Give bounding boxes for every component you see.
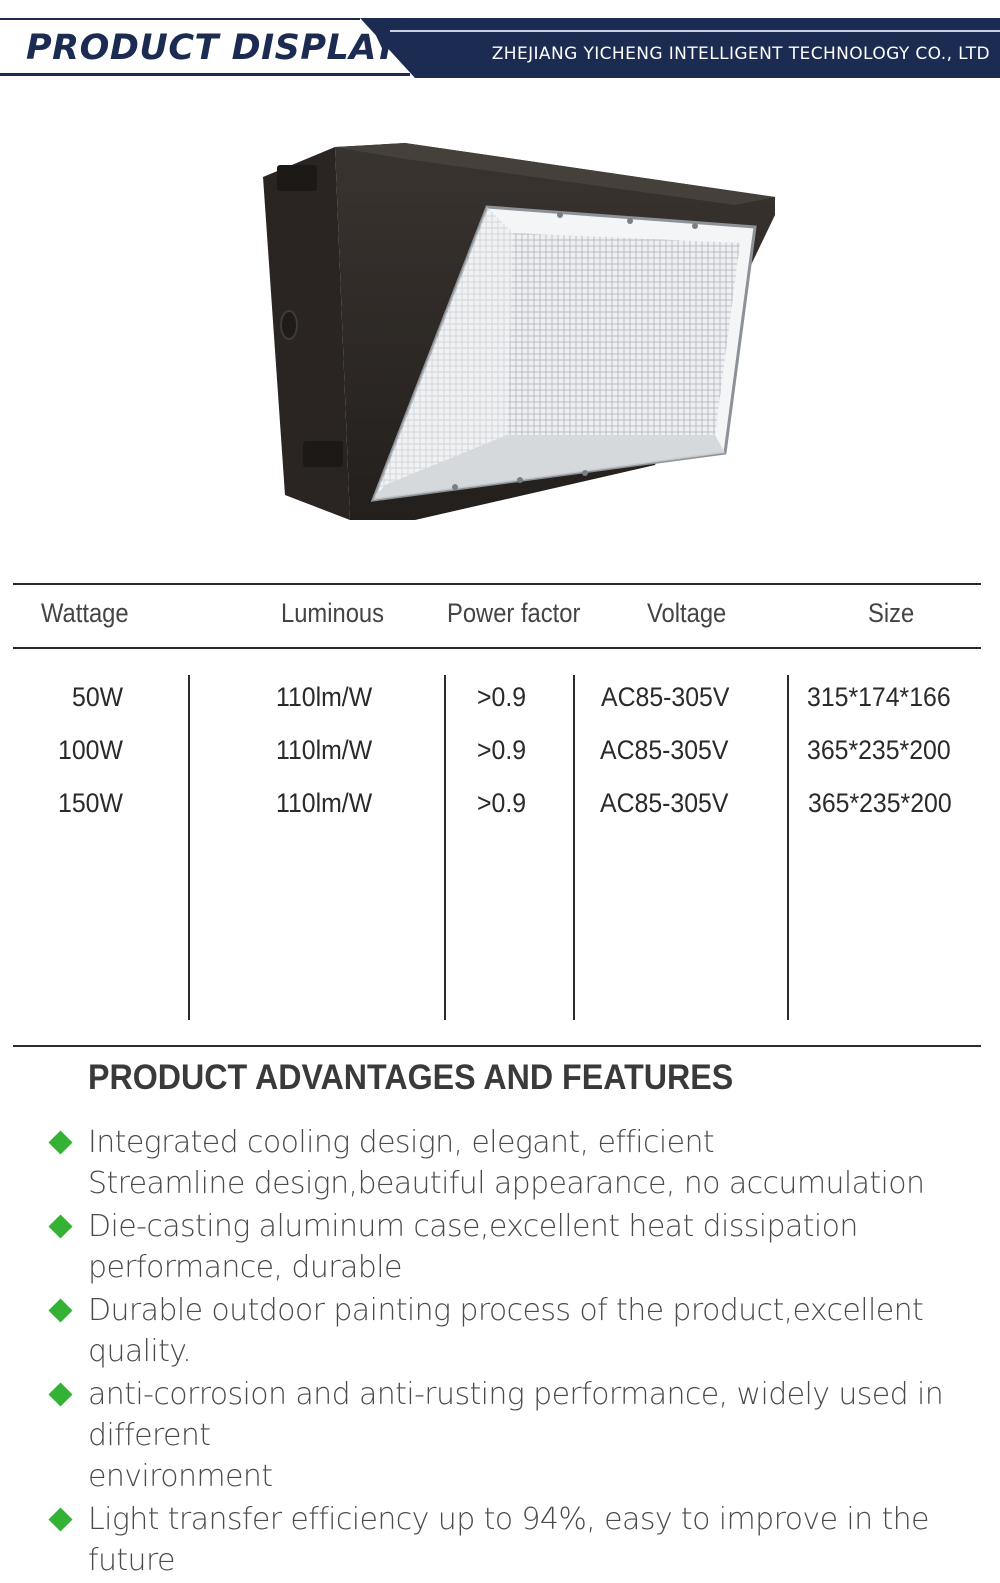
cell-size: 365*235*200 — [807, 735, 951, 765]
cell-voltage: AC85-305V — [600, 735, 729, 765]
column-divider — [787, 675, 789, 1020]
banner-decorative-line — [390, 30, 1000, 32]
feature-text: Integrated cooling design, elegant, efficient Streamline design,beautiful appearance, no accumulation — [88, 1125, 925, 1201]
feature-item — [0, 1499, 1000, 1581]
banner-top-line — [0, 18, 360, 20]
cell-power-factor: >0.9 — [477, 788, 527, 818]
cell-size: 365*235*200 — [808, 788, 952, 818]
cell-luminous: 110lm/W — [276, 735, 373, 765]
cell-wattage: 100W — [58, 735, 123, 765]
feature-text: Light transfer efficiency up to 94%, easy to improve in the future — [88, 1502, 929, 1578]
company-name: ZHEJIANG YICHENG INTELLIGENT TECHNOLOGY CO., LTD — [491, 44, 990, 64]
green-diamond-bullet-icon — [48, 1214, 72, 1238]
green-diamond-bullet-icon — [48, 1382, 72, 1406]
table-bottom-rule — [13, 1045, 981, 1047]
feature-text: anti-corrosion and anti-rusting performance, widely used in different environment — [88, 1377, 944, 1494]
feature-item — [0, 1206, 1000, 1288]
header-luminous: Luminous — [281, 598, 385, 628]
cell-luminous: 110lm/W — [276, 788, 373, 818]
cell-power-factor: >0.9 — [477, 682, 527, 712]
header-voltage: Voltage — [647, 598, 727, 628]
column-divider — [444, 675, 446, 1020]
product-image — [255, 135, 785, 530]
feature-item — [0, 1290, 1000, 1372]
table-header-rule — [13, 647, 981, 649]
header-wattage: Wattage — [41, 598, 129, 628]
cell-size: 315*174*166 — [807, 682, 951, 712]
header-size: Size — [868, 598, 915, 628]
feature-text: Durable outdoor painting process of the product,excellent quality. — [88, 1293, 924, 1369]
features-title: PRODUCT ADVANTAGES AND FEATURES — [88, 1058, 734, 1097]
column-divider — [188, 675, 190, 1020]
header-banner — [0, 0, 1000, 80]
cell-luminous: 110lm/W — [276, 682, 373, 712]
cell-voltage: AC85-305V — [600, 788, 729, 818]
cell-wattage: 150W — [58, 788, 123, 818]
green-diamond-bullet-icon — [48, 1130, 72, 1154]
cell-wattage: 50W — [72, 682, 124, 712]
page-title: PRODUCT DISPLAY — [26, 28, 399, 68]
cell-power-factor: >0.9 — [477, 735, 527, 765]
column-divider — [573, 675, 575, 1020]
green-diamond-bullet-icon — [48, 1507, 72, 1531]
feature-item — [0, 1374, 1000, 1497]
features-list — [0, 1122, 1000, 1583]
cell-voltage: AC85-305V — [601, 682, 730, 712]
green-diamond-bullet-icon — [48, 1298, 72, 1322]
banner-bottom-line — [0, 73, 410, 76]
table-top-rule — [13, 583, 981, 585]
feature-text: Die-casting aluminum case,excellent heat dissipation performance, durable — [88, 1209, 858, 1285]
feature-item — [0, 1122, 1000, 1204]
header-power-factor: Power factor — [447, 598, 581, 628]
